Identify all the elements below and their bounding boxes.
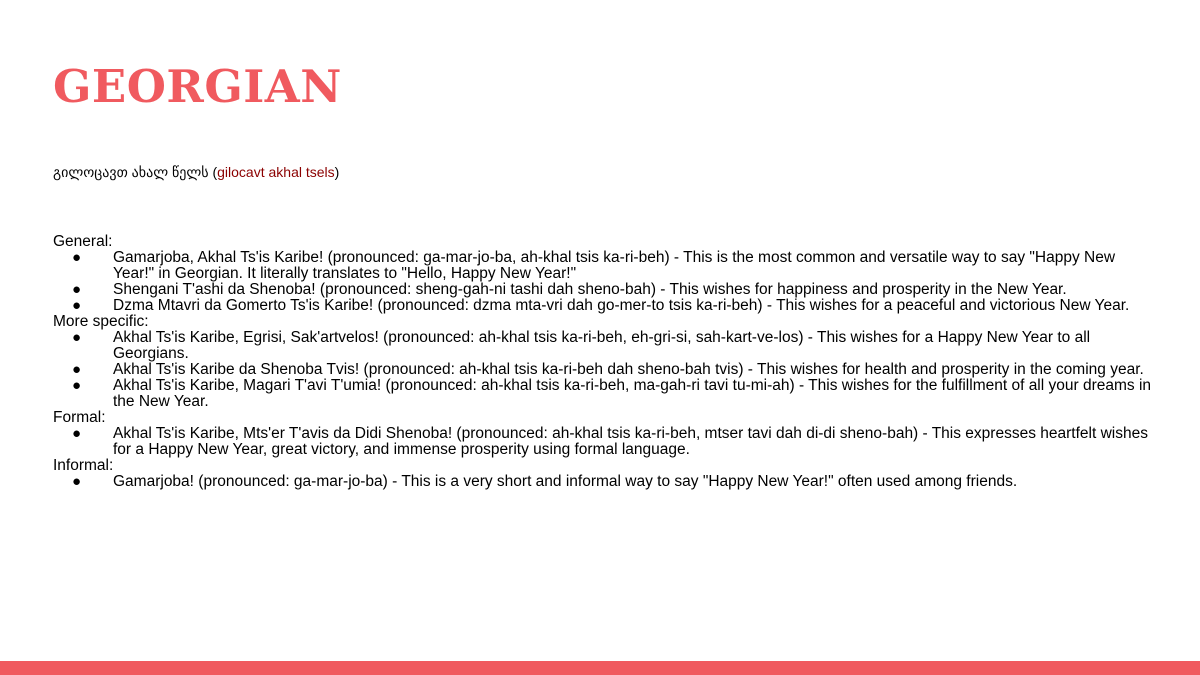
list-item-text: Dzma Mtavri da Gomerto Ts'is Karibe! (pronounced: dzma mta-vri dah go-mer-to tsis ka-ri-beh) - This wishes for a peaceful and victorious New Year. <box>113 297 1130 314</box>
list-item <box>53 298 1153 314</box>
section-informal <box>53 458 1153 490</box>
list-item-text: Gamarjoba! (pronounced: ga-mar-jo-ba) - This is a very short and informal way to say "Happy New Year!" often used among friends. <box>113 473 1018 490</box>
bullet-list <box>53 426 1153 458</box>
list-item-text: Akhal Ts'is Karibe, Mts'er T'avis da Didi Shenoba! (pronounced: ah-khal tsis ka-ri-beh, mtser tavi dah di-di sheno-bah) - This expresses heartfelt wishes for a Happy New Year, great victory, and immense prosperity using formal language. <box>113 425 1148 458</box>
section-label: Formal: <box>53 409 106 426</box>
section-label: More specific: <box>53 313 149 330</box>
bullet-icon: ● <box>72 249 82 266</box>
list-item-text: Akhal Ts'is Karibe da Shenoba Tvis! (pronounced: ah-khal tsis ka-ri-beh dah sheno-bah tvis) - This wishes for health and prosperity in the coming year. <box>113 361 1144 378</box>
georgian-phrase-text: გილოცავთ ახალ წელს <box>53 164 209 180</box>
section-label: Informal: <box>53 457 114 474</box>
slide-title: GEORGIAN <box>53 60 342 113</box>
bottom-accent-bar <box>0 661 1200 675</box>
bullet-list <box>53 250 1153 314</box>
list-item-text: Akhal Ts'is Karibe, Magari T'avi T'umia! (pronounced: ah-khal tsis ka-ri-beh, ma-gah-ri tavi tu-mi-ah) - This wishes for the fulfillment of all your dreams in the New Year. <box>113 377 1152 410</box>
bullet-icon: ● <box>72 473 82 490</box>
bullet-icon: ● <box>72 425 82 442</box>
bullet-icon: ● <box>72 281 82 298</box>
list-item <box>53 378 1153 410</box>
bullet-icon: ● <box>72 329 82 346</box>
section-general <box>53 234 1153 314</box>
list-item <box>53 282 1153 298</box>
list-item <box>53 250 1153 282</box>
list-item-text: Shengani T'ashi da Shenoba! (pronounced: sheng-gah-ni tashi dah sheno-bah) - This wishes for happiness and prosperity in the New Year. <box>113 281 1067 298</box>
bullet-icon: ● <box>72 377 82 394</box>
bullet-list <box>53 474 1153 490</box>
section-formal <box>53 410 1153 458</box>
bullet-list <box>53 330 1153 410</box>
list-item <box>53 426 1153 458</box>
phrase-sections <box>53 234 1153 490</box>
section-label: General: <box>53 233 113 250</box>
romanized-phrase: gilocavt akhal tsels <box>217 164 335 180</box>
georgian-phrase <box>53 163 339 181</box>
bullet-icon: ● <box>72 297 82 314</box>
open-paren: ( <box>208 164 218 180</box>
list-item <box>53 330 1153 362</box>
list-item <box>53 362 1153 378</box>
bullet-icon: ● <box>72 361 82 378</box>
list-item <box>53 474 1153 490</box>
list-item-text: Gamarjoba, Akhal Ts'is Karibe! (pronounced: ga-mar-jo-ba, ah-khal tsis ka-ri-beh) - This is the most common and versatile way to say "Happy New Year!" in Georgian. It literally translates to "Hello, Happy New Year!" <box>113 249 1116 282</box>
list-item-text: Akhal Ts'is Karibe, Egrisi, Sak'artvelos! (pronounced: ah-khal tsis ka-ri-beh, eh-gri-si, sah-kart-ve-los) - This wishes for a Happy New Year to all Georgians. <box>113 329 1091 362</box>
section-more-specific <box>53 314 1153 410</box>
close-paren: ) <box>334 164 340 180</box>
